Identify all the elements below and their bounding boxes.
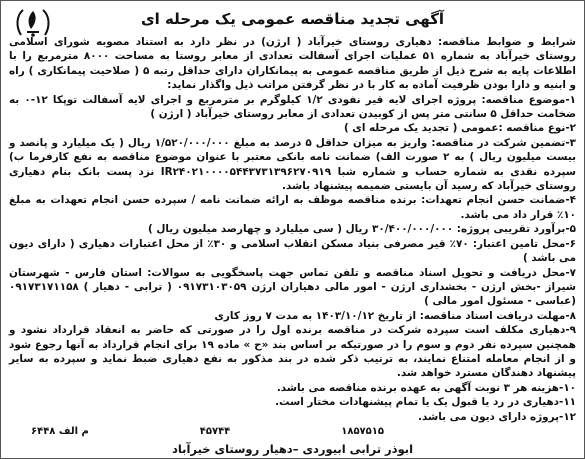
signature-line: ابوذر ترابی ابیوردی –دهیار روستای خیرآباد — [171, 442, 414, 456]
reference-code: ۶۴۴۸ م الف — [31, 426, 89, 437]
clause-10-ad-cost: ۱۰-هزینه هر ۳ نوبت آگهی به عهده برنده مناقصه می باشد. — [276, 381, 576, 394]
clause-5-estimate: ۵-برآورد تقریبی پروژه: ۳۰/۴۰۰/۰۰۰/۰۰۰ ریال ( سی میلیارد و چهارصد میلیون ریال ) — [147, 223, 576, 236]
intro-paragraph: شرایط و ضوابط مناقصه: دهیاری روستای خیرآباد ( ارژن) در نظر دارد به استناد مصوبه شورای اسلامی روستای خیرآباد به شماره ۵۱ عملیات اجرای آسفالت تعدادی از معابر روستا به مساحت ۸۰۰۰ مترمربع را با اطلاعات پایه به شرح ذیل از طریق مناقصه عمومی به پیمانکاران دارای حداقل رتبه ۵ ( صلاحیت پیمانکاری ) راه و ابنیه و دارا بودن ظرفیت آماده به کار با در نظر گرفتن مراتب ذیل واگذار نماید: — [9, 36, 577, 92]
clause-8-deadline: ۸-مهلت دریافت اسناد مناقصه: از تاریخ ۱۴۰۳/۱۰/۱۲ به مدت ۷ روز کاری — [214, 309, 576, 322]
clause-1-subject: ۱-موضوع مناقصه: پروژه اجرای لایه قیر نفودی ۱/۲ کیلوگرم بر مترمربع و اجرای لایه آسفالت توپکا ۱۲-۰ به ضخامت حداقل ۵ سانتی متر پس از کوبیدن تعدادی از معابر روستای خیرآباد ( ارژن ) — [9, 93, 576, 121]
reference-code: ۴۵۷۴۴ — [199, 426, 231, 437]
organization-logo-icon — [15, 5, 51, 39]
clause-12-debts: ۱۲-پروژه دارای دیون می باشد. — [418, 410, 576, 423]
clause-11-rights: ۱۱-دهیاری در رد یا قبول یک یا تمام پیشنهادات مختار است. — [275, 396, 576, 409]
clause-4-performance-bond: ۴-ضمانت حسن انجام تعهدات: برنده مناقصه موظف به ارائه ضمانت نامه / سپرده حسن انجام تعهدات به مبلغ ۱۰٪ قرار داد می باشد. — [9, 194, 576, 221]
notice-body — [9, 35, 576, 424]
clause-3-guarantee: ۳-تضمین شرکت در مناقصه: واریز به میزان حداقل ۵ درصد به مبلغ ۱/۵۲۰/۰۰۰/۰۰۰ ریال ( یک میلیارد و پانصد و بیست میلیون ریال ) به ۲ صورت الف) ضمانت نامه بانکی معتبر با عنوان موضوع مناقصه به نفع کارفرما ب) سپرده نقدی به شماره حساب و شماره شبا IR۲۴۰۲۱۰۰۰۰۵۴۴۳۷۳۱۳۹۶۲۷۰۹۱۹ نزد پست بانک بنام دهیاری روستای خیرآباد که رسید آن بایستی ضمیمه پیشنهاد باشد. — [9, 136, 576, 193]
reference-code: ۱۸۵۷۵۱۵ — [341, 426, 384, 437]
notice-title: آگهی تجدید مناقصه عمومی یک مرحله ای — [140, 10, 445, 28]
reference-codes — [31, 426, 384, 437]
clause-6-funding: ۶-محل تامین اعتبار: ۷۰٪ قیر مصرفی بنیاد مسکن انقلاب اسلامی و ۳۰٪ از محل اعتبارات دهیاری ( دارای دیون می باشد ) — [9, 237, 576, 265]
clause-7-contact: ۷-محل دریافت و تحویل اسناد مناقصه و تلفن تماس جهت پاسخگویی به سوالات: استان فارس - شهرستان شیراز -بخش ارژن - بخشداری ارژن - امور مالی دهیاران ارژن ۰۹۱۷۳۱۰۳۰۵۹ ( ترابی - دهیار ) ۰۹۱۷۳۱۷۱۱۵۸ (عباسی - مسئول امور مالی ) — [9, 266, 576, 308]
clause-9-forfeit: ۹-دهیاری مکلف است سپرده شرکت در مناقصه برنده اول را در صورتی که حاضر به انعقاد قرارداد نشود و همچنین سپرده نفر دوم و سوم را در صورتیکه بر اساس بند «ح » ماده ۱۹ برای انجام قرارداد به آنها رجوع شود و از انجام معامله امتناع نمایند، به ترتیب ذکر شده در بند مذکور به نفع دهیاری ضبط نماید و سپرده به سایر پیشنهاد دهندگان مسترد خواهد شد. — [9, 324, 576, 380]
clause-2-type: ۲-نوع مناقصه :عمومی ( تجدید یک مرحله ای ) — [343, 122, 576, 135]
